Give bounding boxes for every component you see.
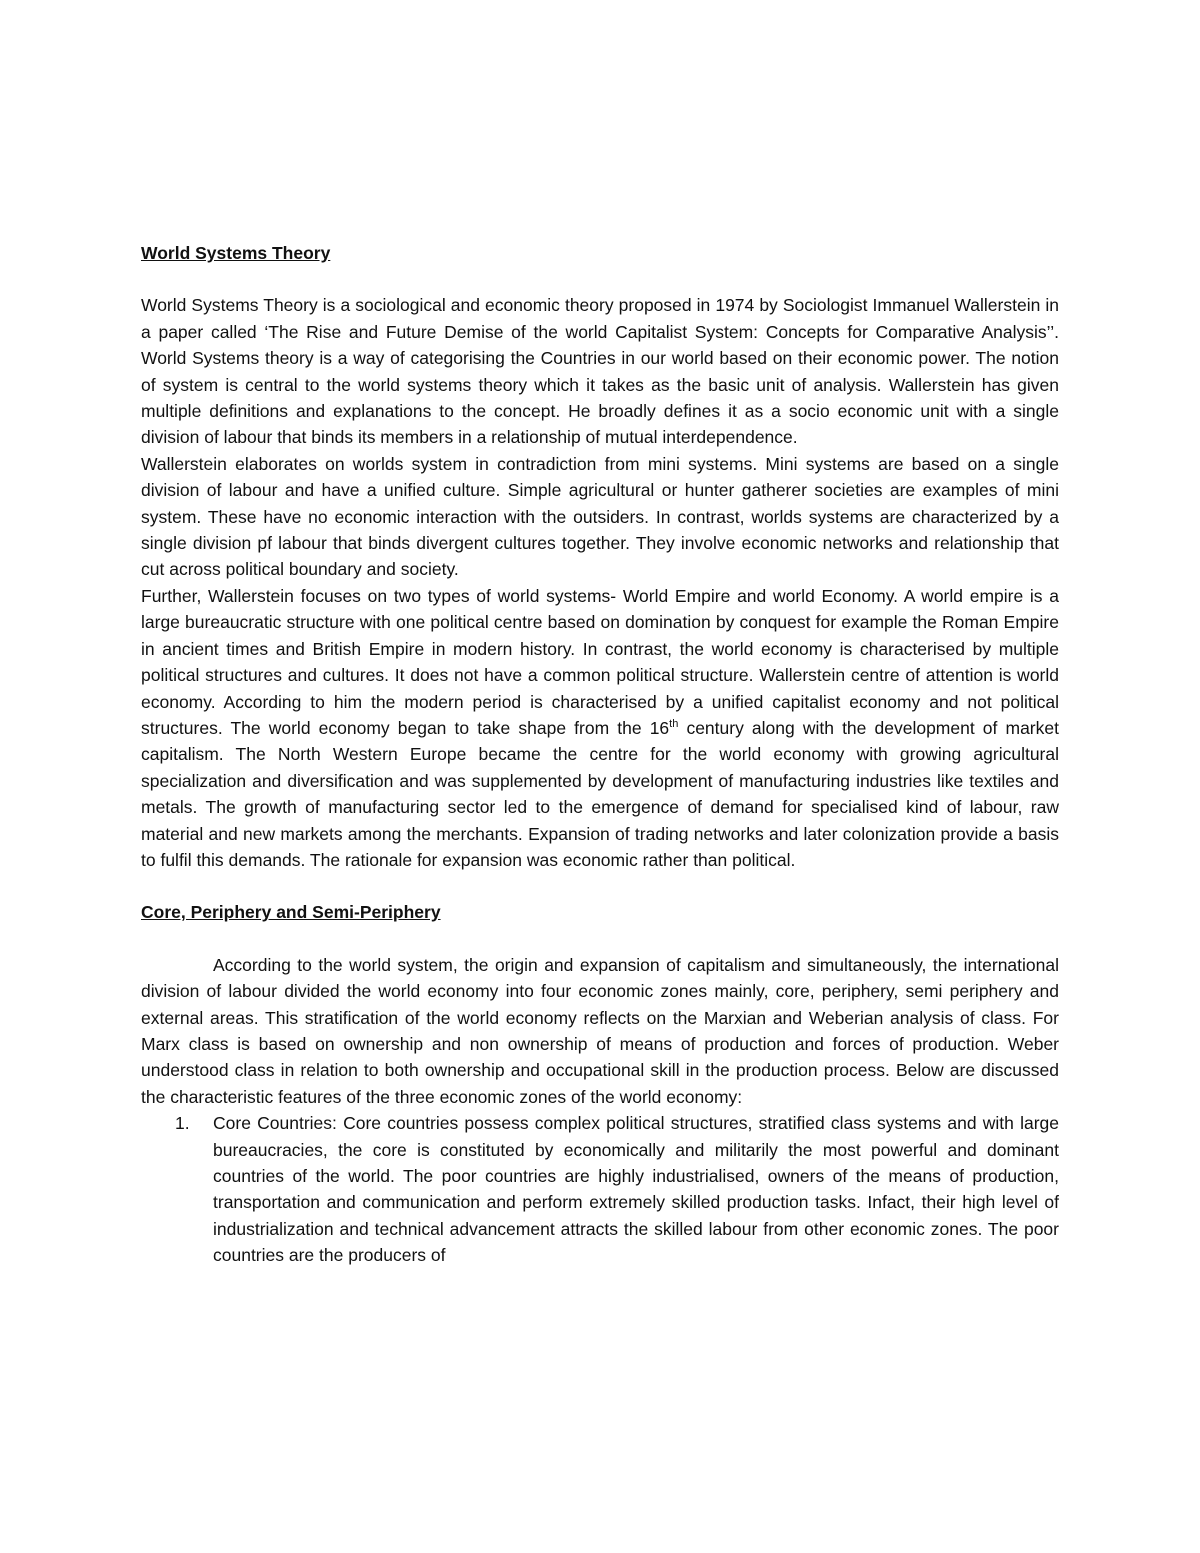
paragraph-text-part: century along with the development of market capitalism. The North Western Europe became the centre for the world economy with growing agricultural specialization and diversification and was supplemented by development of manufacturing industries like textiles and metals. The growth of manufacturing sector led to the emergence of demand for specialised kind of labour, raw material and new markets among the merchants. Expansion of trading networks and later colonization provide a basis to fulfil this demands. The rationale for expansion was economic rather than political.: [141, 717, 1059, 870]
list-item-number: 1.: [175, 1113, 190, 1134]
paragraph-mini-systems: Wallerstein elaborates on worlds system in contradiction from mini systems. Mini systems are based on a single division of labour and have a unified culture. Simple agricultural or hunter gatherer societies are examples of mini system. These have no economic interaction with the outsiders. In contrast, worlds systems are characterized by a single division pf labour that binds divergent cultures together. They involve economic networks and relationship that cut across political boundary and society.: [141, 453, 1059, 580]
paragraph-world-empire-economy: [141, 583, 1059, 873]
section-heading-core-periphery: Core, Periphery and Semi-Periphery: [141, 902, 441, 923]
section-heading-world-systems-theory: World Systems Theory: [141, 243, 331, 263]
paragraph-economic-zones: According to the world system, the origin and expansion of capitalism and simultaneously, the international division of labour divided the world economy into four economic zones mainly, core, periphery, semi periphery and external areas. This stratification of the world economy reflects on the Marxian and Weberian analysis of class. For Marx class is based on ownership and non ownership of means of production and forces of production. Weber understood class in relation to both ownership and occupational skill in the production process. Below are discussed the characteristic features of the three economic zones of the world economy:: [141, 954, 1059, 1107]
paragraph-text-part: Further, Wallerstein focuses on two types of world systems- World Empire and world Economy. A world empire is a large bureaucratic structure with one political centre based on domination by conquest for example the Roman Empire in ancient times and British Empire in modern history. In contrast, the world economy is characterised by multiple political structures and cultures. It does not have a common political structure. Wallerstein centre of attention is world economy. According to him the modern period is characterised by a unified capitalist economy and not political structures. The world economy began to take shape from the 16: [141, 585, 1059, 738]
paragraph-intro: World Systems Theory is a sociological and economic theory proposed in 1974 by Sociologist Immanuel Wallerstein in a paper called ‘The Rise and Future Demise of the world Capitalist System: Concepts for Comparative Analysis’’. World Systems theory is a way of categorising the Countries in our world based on their economic power. The notion of system is central to the world systems theory which it takes as the basic unit of analysis. Wallerstein has given multiple definitions and explanations to the concept. He broadly defines it as a socio economic unit with a single division of labour that binds its members in a relationship of mutual interdependence.: [141, 295, 1059, 448]
document-page: [141, 240, 1059, 1269]
superscript-th: th: [669, 718, 679, 731]
zones-list: [141, 1110, 1059, 1268]
list-item-core-countries: [141, 1110, 1059, 1268]
list-item-text: Core Countries: Core countries possess complex political structures, stratified class systems and with large bureaucracies, the core is constituted by economically and militarily the most powerful and dominant countries of the world. The poor countries are highly industrialised, owners of the means of production, transportation and communication and perform extremely skilled production tasks. Infact, their high level of industrialization and technical advancement attracts the skilled labour from other economic zones. The poor countries are the producers of: [213, 1113, 1059, 1266]
